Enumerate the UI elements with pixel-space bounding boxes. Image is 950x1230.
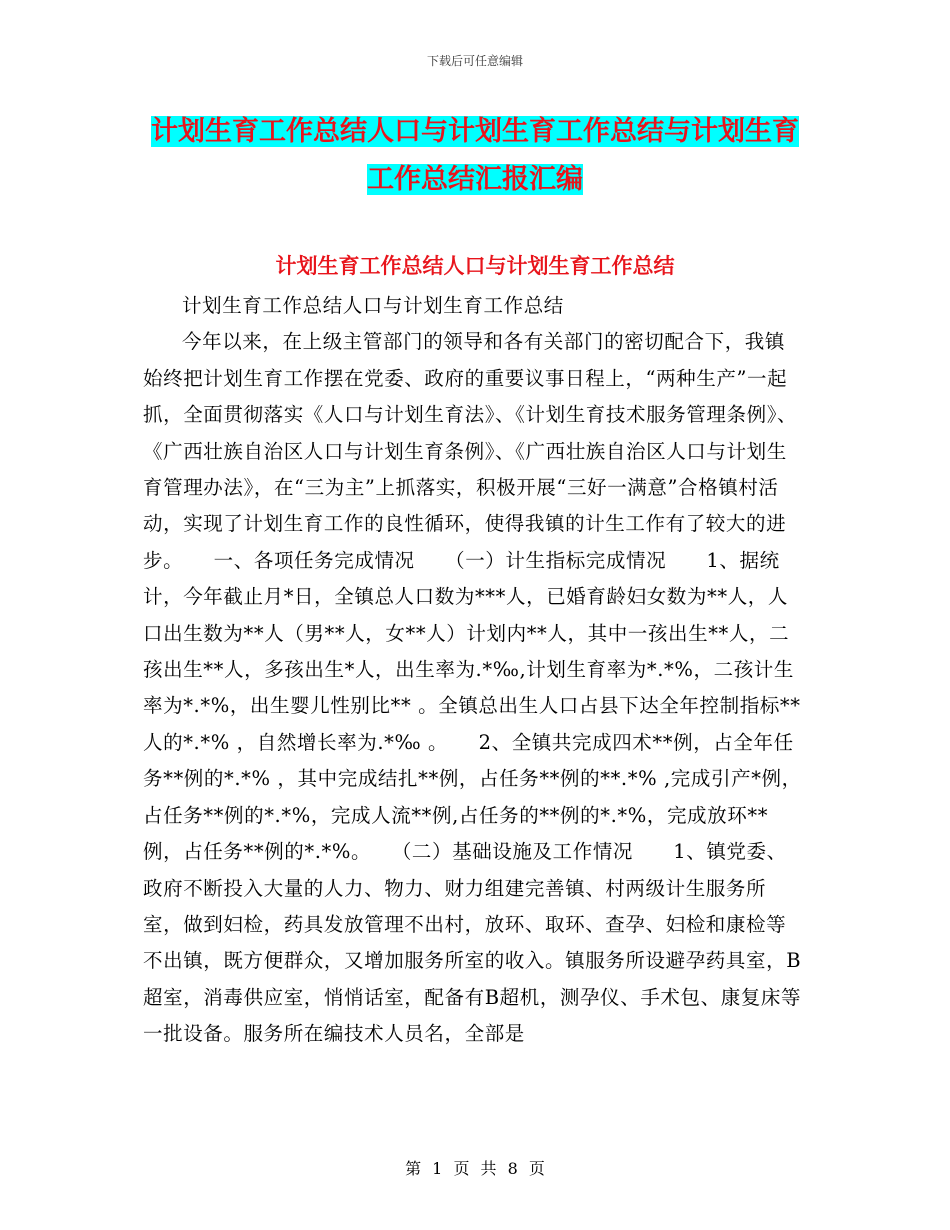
section-title: 计划生育工作总结人口与计划生育工作总结	[275, 254, 675, 278]
paragraph-body: 今年以来，在上级主管部门的领导和各有关部门的密切配合下，我镇始终把计划生育工作摆在党委、政府的重要议事日程上，“两种生产”一起抓，全面贯彻落实《人口与计划生育法》、《计划生育技术服务管理条例》、《广西壮族自治区人口与计划生育条例》、《广西壮族自治区人口与计划生育管理办法》，在“三为主”上抓落实，积极开展“三好一满意”合格镇村活动，实现了计划生育工作的良性循环，使得我镇的计生工作有了较大的进步。 一、各项任务完成情况 （一）计生指标完成情况 1、据统计，今年截止月*日，全镇总人口数为***人，已婚育龄妇女数为**人，人口出生数为**人（男**人，女**人）计划内**人，其中一孩出生**人，二孩出生**人，多孩出生*人，出生率为.*‰,计划生育率为*.*%，二孩计生率为*.*%，出生婴儿性别比** 。全镇总出生人口占县下达全年控制指标**人的*.*% ，自然增长率为.*‰ 。 2、全镇共完成四术**例，占全年任务**例的*.*% ，其中完成结扎**例，占任务**例的**.*% ,完成引产*例，占任务**例的*.*%，完成人流**例,占任务的**例的*.*%，完成放环**例，占任务**例的*.*%。 （二）基础设施及工作情况 1、镇党委、政府不断投入大量的人力、物力、财力组建完善镇、村两级计生服务所室，做到妇检，药具发放管理不出村，放环、取环、查孕、妇检和康检等不出镇，既方便群众，又增加服务所室的收入。镇服务所设避孕药具室，B 超室，消毒供应室，悄悄话室，配备有B超机，测孕仪、手术包、康复床等一批设备。服务所在编技术人员名，全部是	[143, 330, 802, 1046]
main-title-text: 计划生育工作总结人口与计划生育工作总结与计划生育工作总结汇报汇编	[151, 116, 799, 195]
paragraph-heading: 计划生育工作总结人口与计划生育工作总结	[182, 294, 564, 317]
body-text	[143, 288, 803, 1053]
main-title	[150, 108, 800, 204]
header-note: 下载后可任意编辑	[426, 54, 523, 68]
page-footer: 第 1 页 共 8 页	[405, 1159, 545, 1178]
